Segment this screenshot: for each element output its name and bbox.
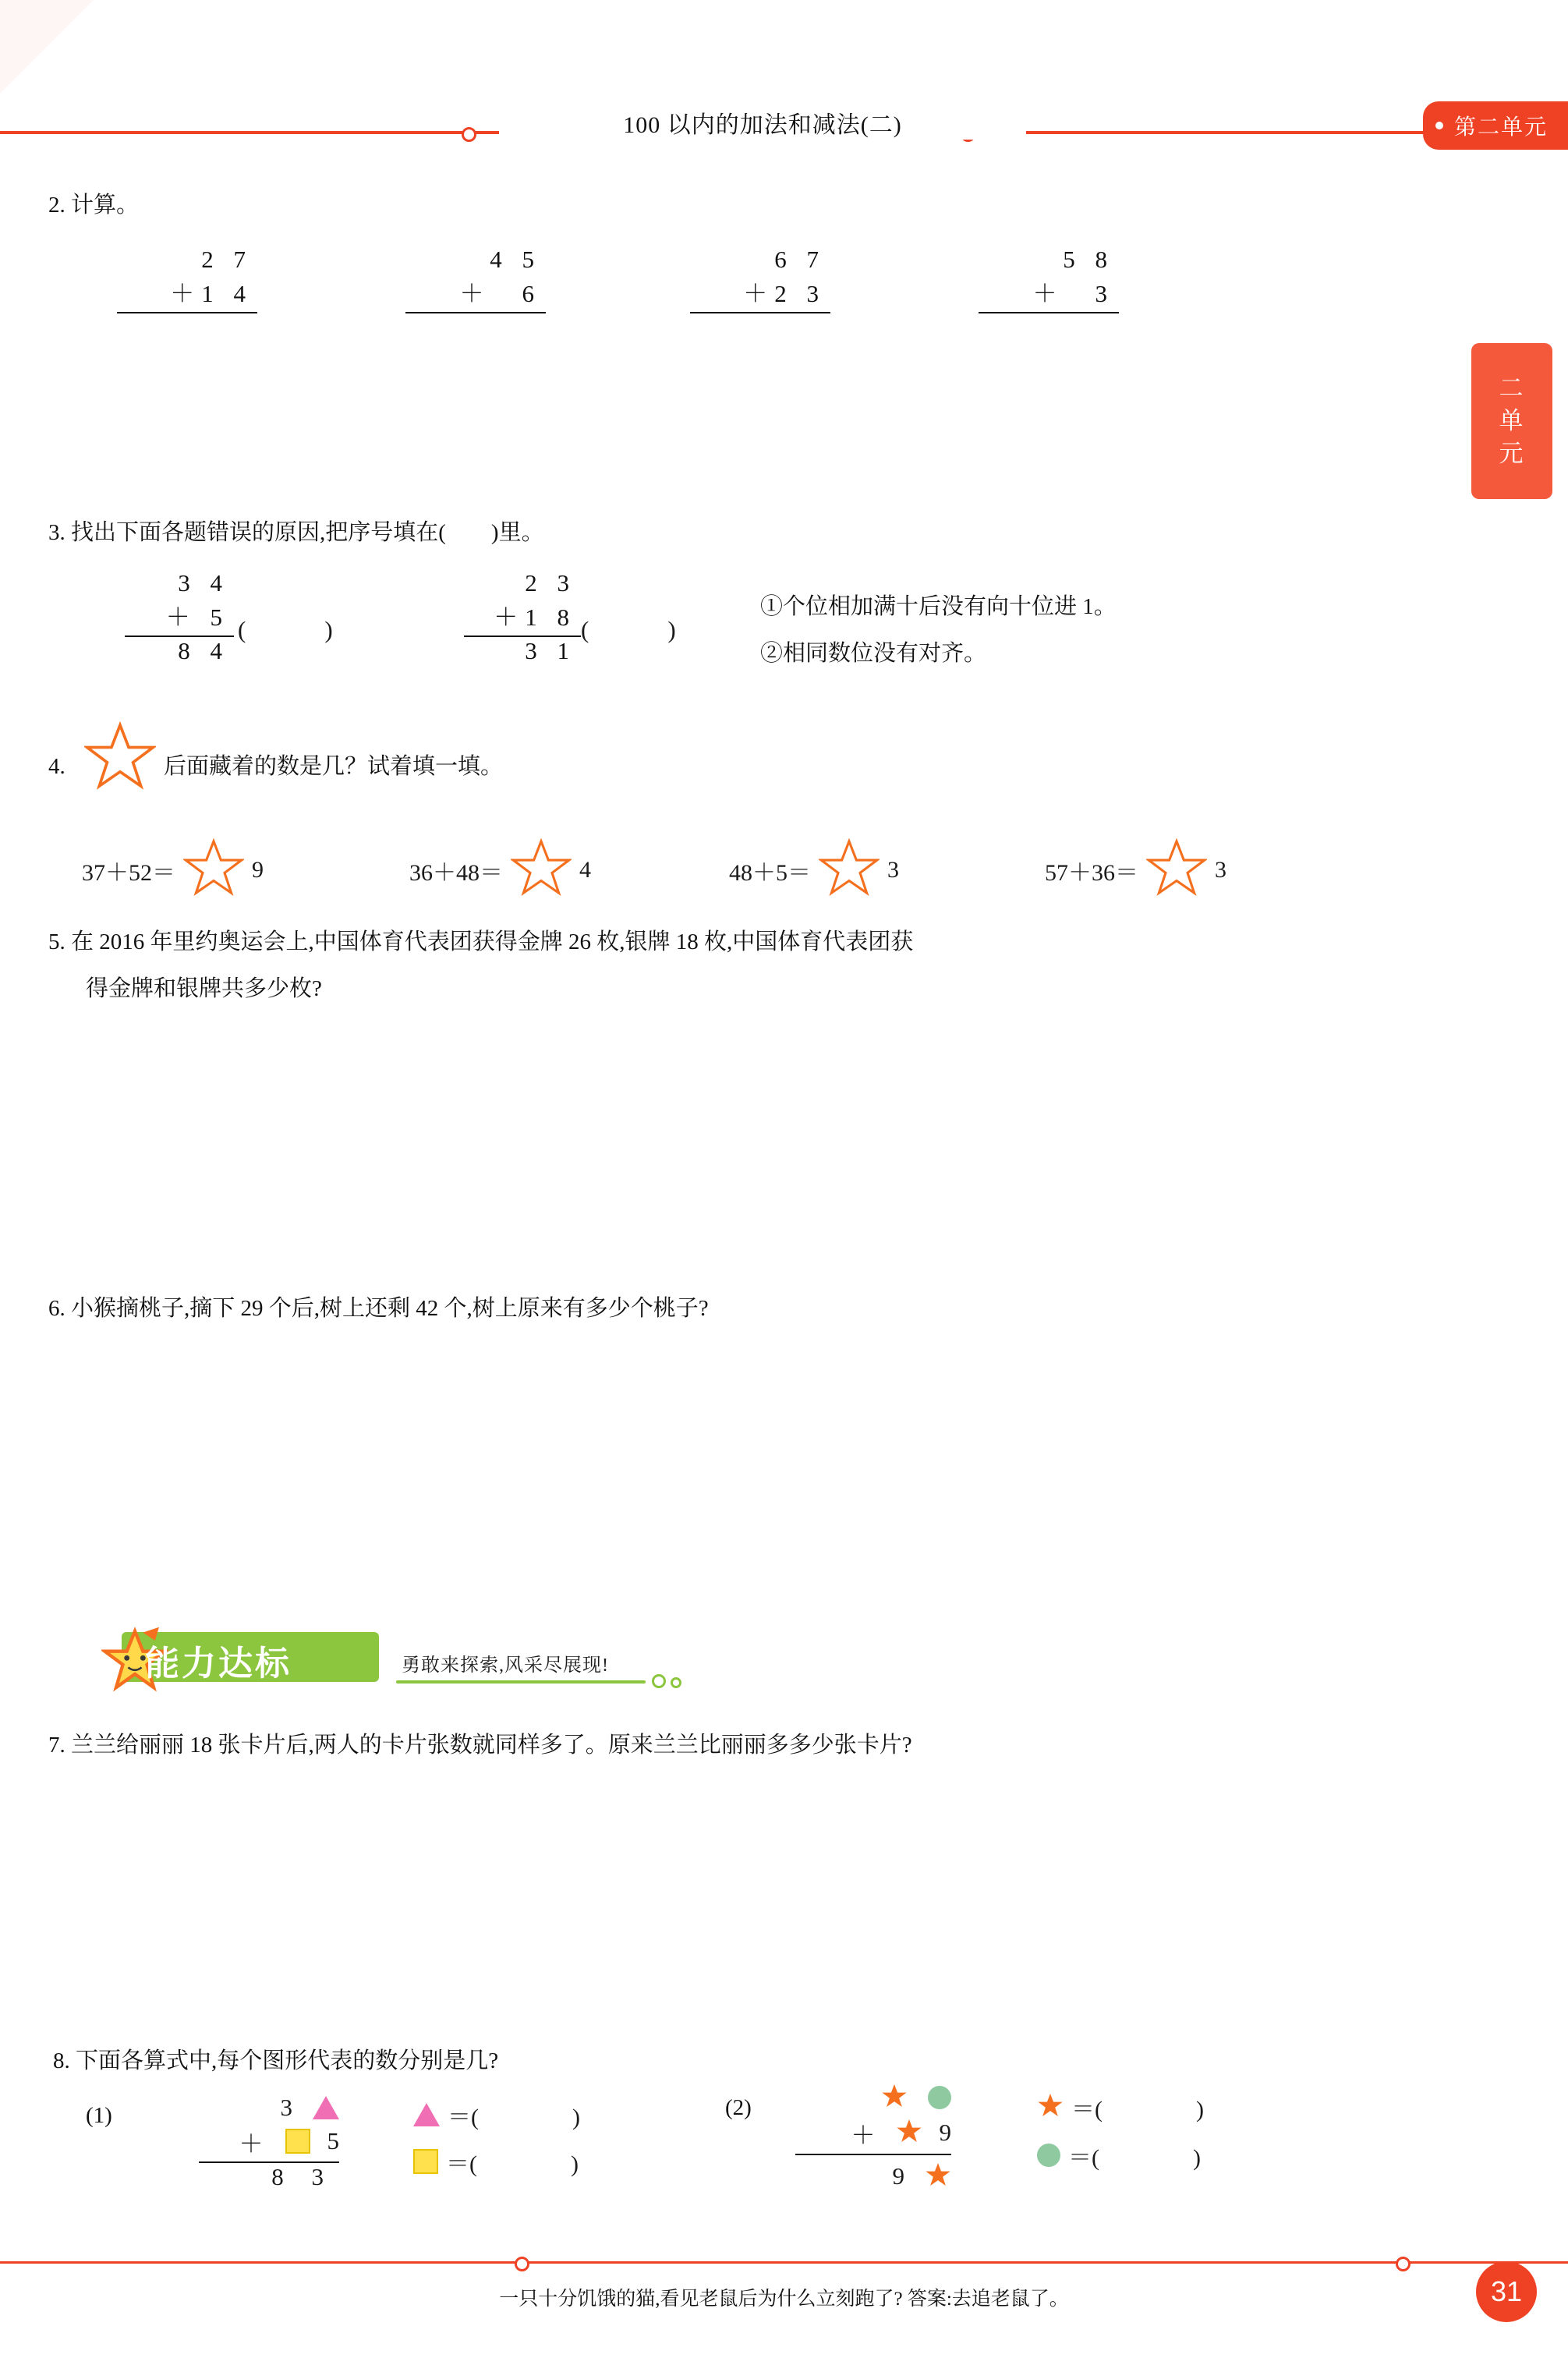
unit-tab-label: 第二单元 (1453, 115, 1548, 140)
q3-item-2-addend: 2 3 (525, 569, 576, 597)
q2-item-4-addend: 5 8 (1063, 246, 1114, 273)
header-left-dot-icon (462, 127, 476, 142)
q2-item-3-rule (690, 312, 830, 313)
q8-p2-answer-2[interactable] (1037, 2138, 1201, 2172)
q2-item-3-operand: ＋2 3 (743, 280, 826, 307)
q3-item-1 (125, 569, 234, 665)
square-icon (413, 2149, 438, 2174)
q3-item-1-sum: 8 4 (178, 637, 229, 664)
q4-equation-4-left: 57＋36＝ (1045, 860, 1138, 886)
ability-banner-dot-2-icon (671, 1677, 681, 1688)
q4-equation-1-left: 37＋52＝ (82, 860, 175, 886)
q3-option-1: ①个位相加满十后没有向十位进 1。 (760, 594, 1117, 619)
q4-equation-4-star-icon[interactable] (1146, 838, 1207, 902)
q4-equation-3-right: 3 (887, 857, 899, 883)
footer-divider-line (0, 2261, 1568, 2264)
side-tab-line-3: 元 (1499, 439, 1525, 467)
unit-tab-badge (1423, 101, 1568, 150)
ability-banner-dot-1-icon (652, 1674, 666, 1688)
q2-item-4-rule (979, 312, 1119, 313)
q8-p2-row-2 (795, 2115, 951, 2151)
q4-equation-2-star-icon[interactable] (511, 838, 572, 902)
q2-item-3 (690, 246, 830, 313)
q3-item-2 (464, 569, 581, 665)
question-8-part-2-calc (795, 2080, 951, 2194)
q8-p2-answer-1-text: ＝( ) (1071, 2097, 1204, 2122)
q8-p1-plus-sign: ＋ (239, 2130, 264, 2158)
orange-star-icon (925, 2161, 951, 2191)
q4-equation-1-right: 9 (252, 857, 264, 883)
q3-option-2: ②相同数位没有对齐。 (760, 641, 987, 666)
orange-star-icon (1037, 2092, 1064, 2122)
q4-equation-3-left: 48＋5＝ (729, 860, 811, 886)
question-7-text: 7. 兰兰给丽丽 18 张卡片后,两人的卡片张数就同样多了。原来兰兰比丽丽多多少张卡片? (48, 1733, 912, 1758)
ability-banner-title: 能力达标 (145, 1645, 292, 1683)
ability-banner-subtitle: 勇敢来探索,风采尽展现! (402, 1655, 609, 1676)
unit-tab-dot-icon (1435, 122, 1443, 129)
q3-item-2-answer-blank[interactable]: ( ) (581, 616, 678, 643)
side-tab-line-1: 二 (1499, 374, 1525, 402)
q4-equation-2 (409, 838, 591, 902)
ability-banner-underline (396, 1680, 646, 1683)
q4-equation-1-star-icon[interactable] (183, 838, 244, 902)
q4-equation-3 (729, 838, 899, 902)
q2-item-2-rule (405, 312, 546, 313)
side-tab-line-2: 单 (1499, 407, 1525, 435)
page-number-badge: 31 (1476, 2261, 1537, 2322)
footer-riddle: 一只十分饥饿的猫,看见老鼠后为什么立刻跑了? 答案:去追老鼠了。 (499, 2289, 1069, 2310)
q4-equation-1 (82, 838, 264, 902)
q8-p2-sum-row (795, 2155, 951, 2194)
q4-equation-4 (1045, 838, 1226, 902)
orange-star-icon (881, 2083, 908, 2112)
footer-right-dot-icon (1396, 2257, 1410, 2271)
q2-item-2-operand: ＋ 6 (459, 280, 541, 307)
q2-item-2 (405, 246, 546, 313)
question-5-line-1: 5. 在 2016 年里约奥运会上,中国体育代表团获得金牌 26 枚,银牌 18 枚,中国体育代表团获 (48, 929, 914, 954)
question-4-label: 后面藏着的数是几？试着填一填。 (164, 754, 504, 779)
footer-left-dot-icon (515, 2257, 529, 2271)
q4-equation-4-right: 3 (1215, 857, 1226, 883)
q4-star-icon (84, 721, 156, 790)
q8-p1-row1-digit: 3 (280, 2094, 292, 2121)
q2-item-2-addend: 4 5 (490, 246, 541, 273)
circle-icon (1037, 2144, 1060, 2167)
q3-item-1-addend: 3 4 (178, 569, 229, 597)
page-title: 100 以内的加法和减法(二) (499, 105, 1026, 140)
q2-item-4-operand: ＋ 3 (1032, 280, 1114, 307)
q8-p2-row-1 (795, 2080, 951, 2115)
question-8-part-1-calc (199, 2091, 339, 2191)
question-2-label: 2. 计算。 (48, 193, 140, 218)
q3-item-1-answer-blank[interactable]: ( ) (238, 616, 334, 643)
ability-banner (47, 1626, 749, 1698)
q2-item-4 (979, 246, 1119, 313)
q8-p1-answer-1[interactable] (413, 2098, 580, 2132)
square-icon (285, 2129, 310, 2154)
page-corner-decoration (0, 0, 94, 94)
q8-p1-answer-2[interactable] (413, 2144, 579, 2179)
q8-p1-row-1 (199, 2091, 339, 2124)
q8-p2-sum-digit: 9 (892, 2162, 904, 2190)
question-8-part-2-tag: (2) (725, 2095, 752, 2120)
circle-icon (928, 2086, 951, 2109)
q8-p2-answer-1[interactable] (1037, 2090, 1204, 2124)
question-5-line-2: 得金牌和银牌共多少枚? (86, 976, 322, 1001)
q8-p2-plus-sign: ＋ (851, 2121, 876, 2149)
q3-item-2-operand: ＋1 8 (494, 604, 576, 631)
question-8-part-1-tag: (1) (86, 2103, 112, 2128)
question-6-text: 6. 小猴摘桃子,摘下 29 个后,树上还剩 42 个,树上原来有多少个桃子? (48, 1296, 709, 1321)
question-4-number: 4. (48, 754, 65, 779)
question-8-label: 8. 下面各算式中,每个图形代表的数分别是几? (53, 2048, 499, 2073)
q4-equation-2-right: 4 (579, 857, 591, 883)
q8-p1-row-2 (199, 2124, 339, 2158)
q8-p2-row2-digit: 9 (939, 2119, 951, 2146)
q8-p1-sum: 8 3 (271, 2163, 334, 2190)
question-3-label: 3. 找出下面各题错误的原因,把序号填在( )里。 (48, 520, 544, 545)
triangle-icon (313, 2096, 339, 2119)
q2-item-3-addend: 6 7 (774, 246, 826, 273)
q4-equation-2-left: 36＋48＝ (409, 860, 503, 886)
side-unit-tab (1471, 343, 1552, 499)
q8-p1-row2-digit: 5 (327, 2127, 339, 2154)
q2-item-1-addend: 2 7 (201, 246, 253, 273)
orange-star-icon (896, 2118, 922, 2147)
q8-p1-answer-1-text: ＝( ) (448, 2105, 580, 2130)
q2-item-1 (117, 246, 257, 313)
q3-item-1-operand: ＋ 5 (165, 604, 229, 631)
q3-item-2-sum: 3 1 (525, 637, 576, 664)
q8-p2-answer-2-text: ＝( ) (1068, 2145, 1201, 2171)
q2-item-1-rule (117, 312, 257, 313)
q4-equation-3-star-icon[interactable] (819, 838, 880, 902)
q2-item-1-operand: ＋1 4 (170, 280, 253, 307)
q8-p1-answer-2-text: ＝( ) (446, 2151, 579, 2177)
triangle-icon (413, 2103, 440, 2126)
